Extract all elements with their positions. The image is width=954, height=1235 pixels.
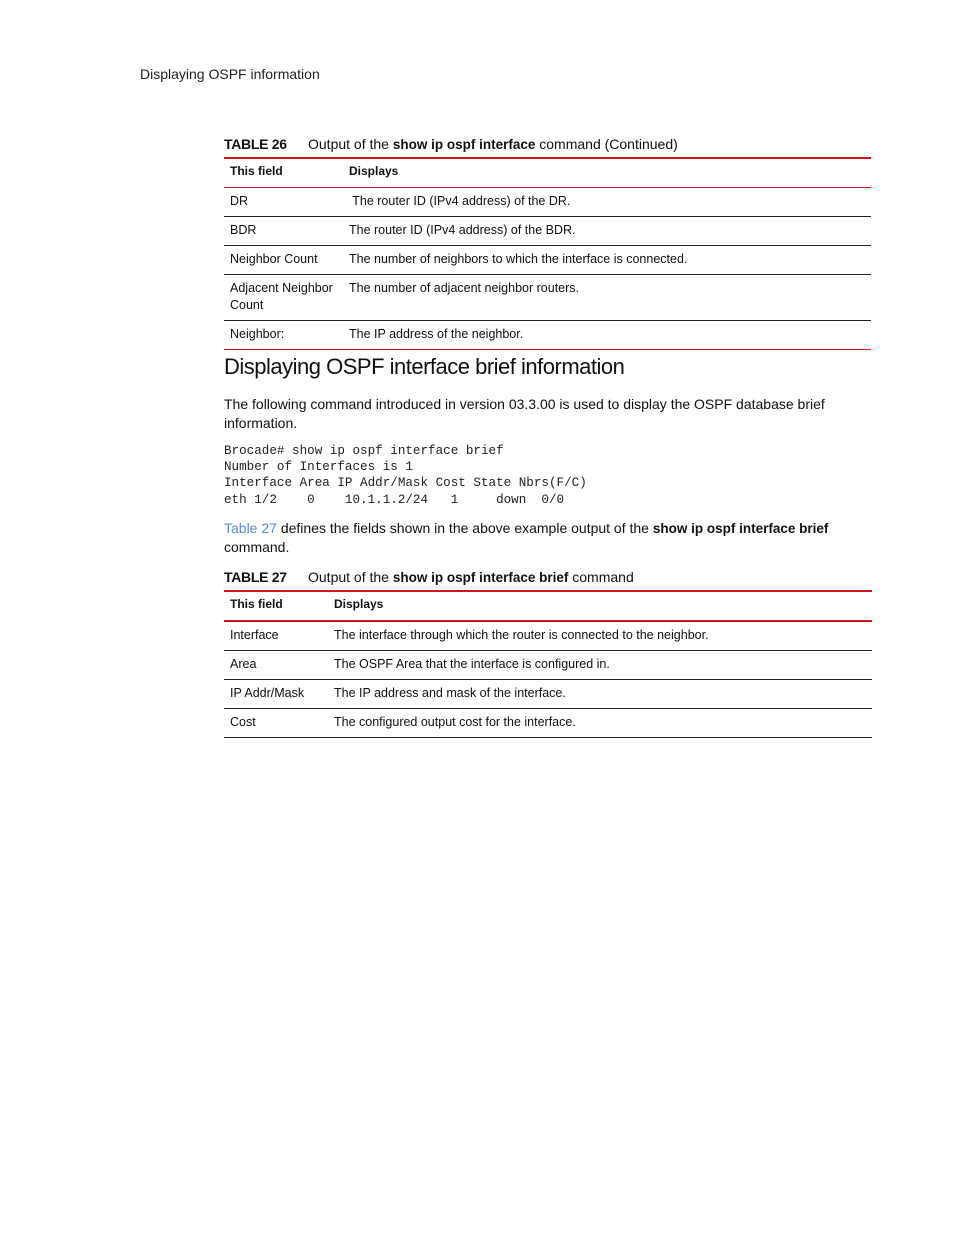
table-26 bbox=[224, 157, 871, 350]
field-cell: DR bbox=[224, 188, 343, 217]
code-example bbox=[224, 443, 587, 508]
reference-text: defines the fields shown in the above example output of the bbox=[276, 520, 653, 536]
reference-text: command. bbox=[224, 539, 290, 555]
caption-text: Output of the bbox=[308, 136, 393, 152]
code-line: Number of Interfaces is 1 bbox=[224, 460, 413, 475]
intro-paragraph: The following command introduced in version 03.3.00 is used to display the OSPF database brief information. bbox=[224, 396, 825, 431]
description-cell: The router ID (IPv4 address) of the DR. bbox=[343, 188, 871, 217]
code-line: eth 1/2 0 10.1.1.2/24 1 down 0/0 bbox=[224, 492, 565, 507]
table-number: TABLE 26 bbox=[224, 136, 287, 152]
description-cell: The router ID (IPv4 address) of the BDR. bbox=[343, 217, 871, 246]
description-cell: The IP address and mask of the interface. bbox=[328, 680, 872, 709]
caption-text: Output of the bbox=[308, 569, 393, 585]
description-cell: The number of neighbors to which the interface is connected. bbox=[343, 246, 871, 275]
description-cell: The OSPF Area that the interface is configured in. bbox=[328, 651, 872, 680]
table-27-link[interactable]: Table 27 bbox=[224, 520, 277, 536]
caption-command: show ip ospf interface brief bbox=[392, 570, 569, 585]
caption-text: command (Continued) bbox=[535, 136, 678, 152]
running-header: Displaying OSPF information bbox=[140, 66, 320, 82]
field-cell: Interface bbox=[224, 621, 328, 651]
caption-text: command bbox=[568, 569, 634, 585]
field-cell: Neighbor Count bbox=[224, 246, 343, 275]
reference-paragraph bbox=[224, 519, 864, 557]
table-row bbox=[224, 621, 872, 651]
field-cell: Adjacent Neighbor Count bbox=[224, 275, 343, 321]
code-line: Interface Area IP Addr/Mask Cost State Nbrs(F/C) bbox=[224, 476, 587, 491]
table-number: TABLE 27 bbox=[224, 569, 287, 585]
table-row bbox=[224, 275, 871, 321]
table-27-caption bbox=[224, 569, 634, 585]
code-line: Brocade# show ip ospf interface brief bbox=[224, 444, 504, 458]
column-header-displays: Displays bbox=[343, 158, 871, 188]
table-row bbox=[224, 246, 871, 275]
table-row bbox=[224, 709, 872, 738]
column-header-field: This field bbox=[224, 158, 343, 188]
field-cell: Area bbox=[224, 651, 328, 680]
description-cell: The number of adjacent neighbor routers. bbox=[343, 275, 871, 321]
caption-command: show ip ospf interface bbox=[392, 137, 536, 152]
description-cell: The interface through which the router is connected to the neighbor. bbox=[328, 621, 872, 651]
field-cell: BDR bbox=[224, 217, 343, 246]
table-row bbox=[224, 680, 872, 709]
table-row bbox=[224, 188, 871, 217]
table-header-row bbox=[224, 158, 871, 188]
table-header-row bbox=[224, 591, 872, 621]
table-27 bbox=[224, 590, 872, 738]
description-cell: The IP address of the neighbor. bbox=[343, 321, 871, 350]
column-header-displays: Displays bbox=[328, 591, 872, 621]
table-row bbox=[224, 217, 871, 246]
column-header-field: This field bbox=[224, 591, 328, 621]
reference-command: show ip ospf interface brief bbox=[652, 521, 829, 536]
section-title: Displaying OSPF interface brief information bbox=[224, 354, 625, 379]
table-row bbox=[224, 651, 872, 680]
field-cell: IP Addr/Mask bbox=[224, 680, 328, 709]
field-cell: Cost bbox=[224, 709, 328, 738]
table-row bbox=[224, 321, 871, 350]
description-cell: The configured output cost for the interface. bbox=[328, 709, 872, 738]
table-26-caption bbox=[224, 136, 678, 152]
field-cell: Neighbor: bbox=[224, 321, 343, 350]
